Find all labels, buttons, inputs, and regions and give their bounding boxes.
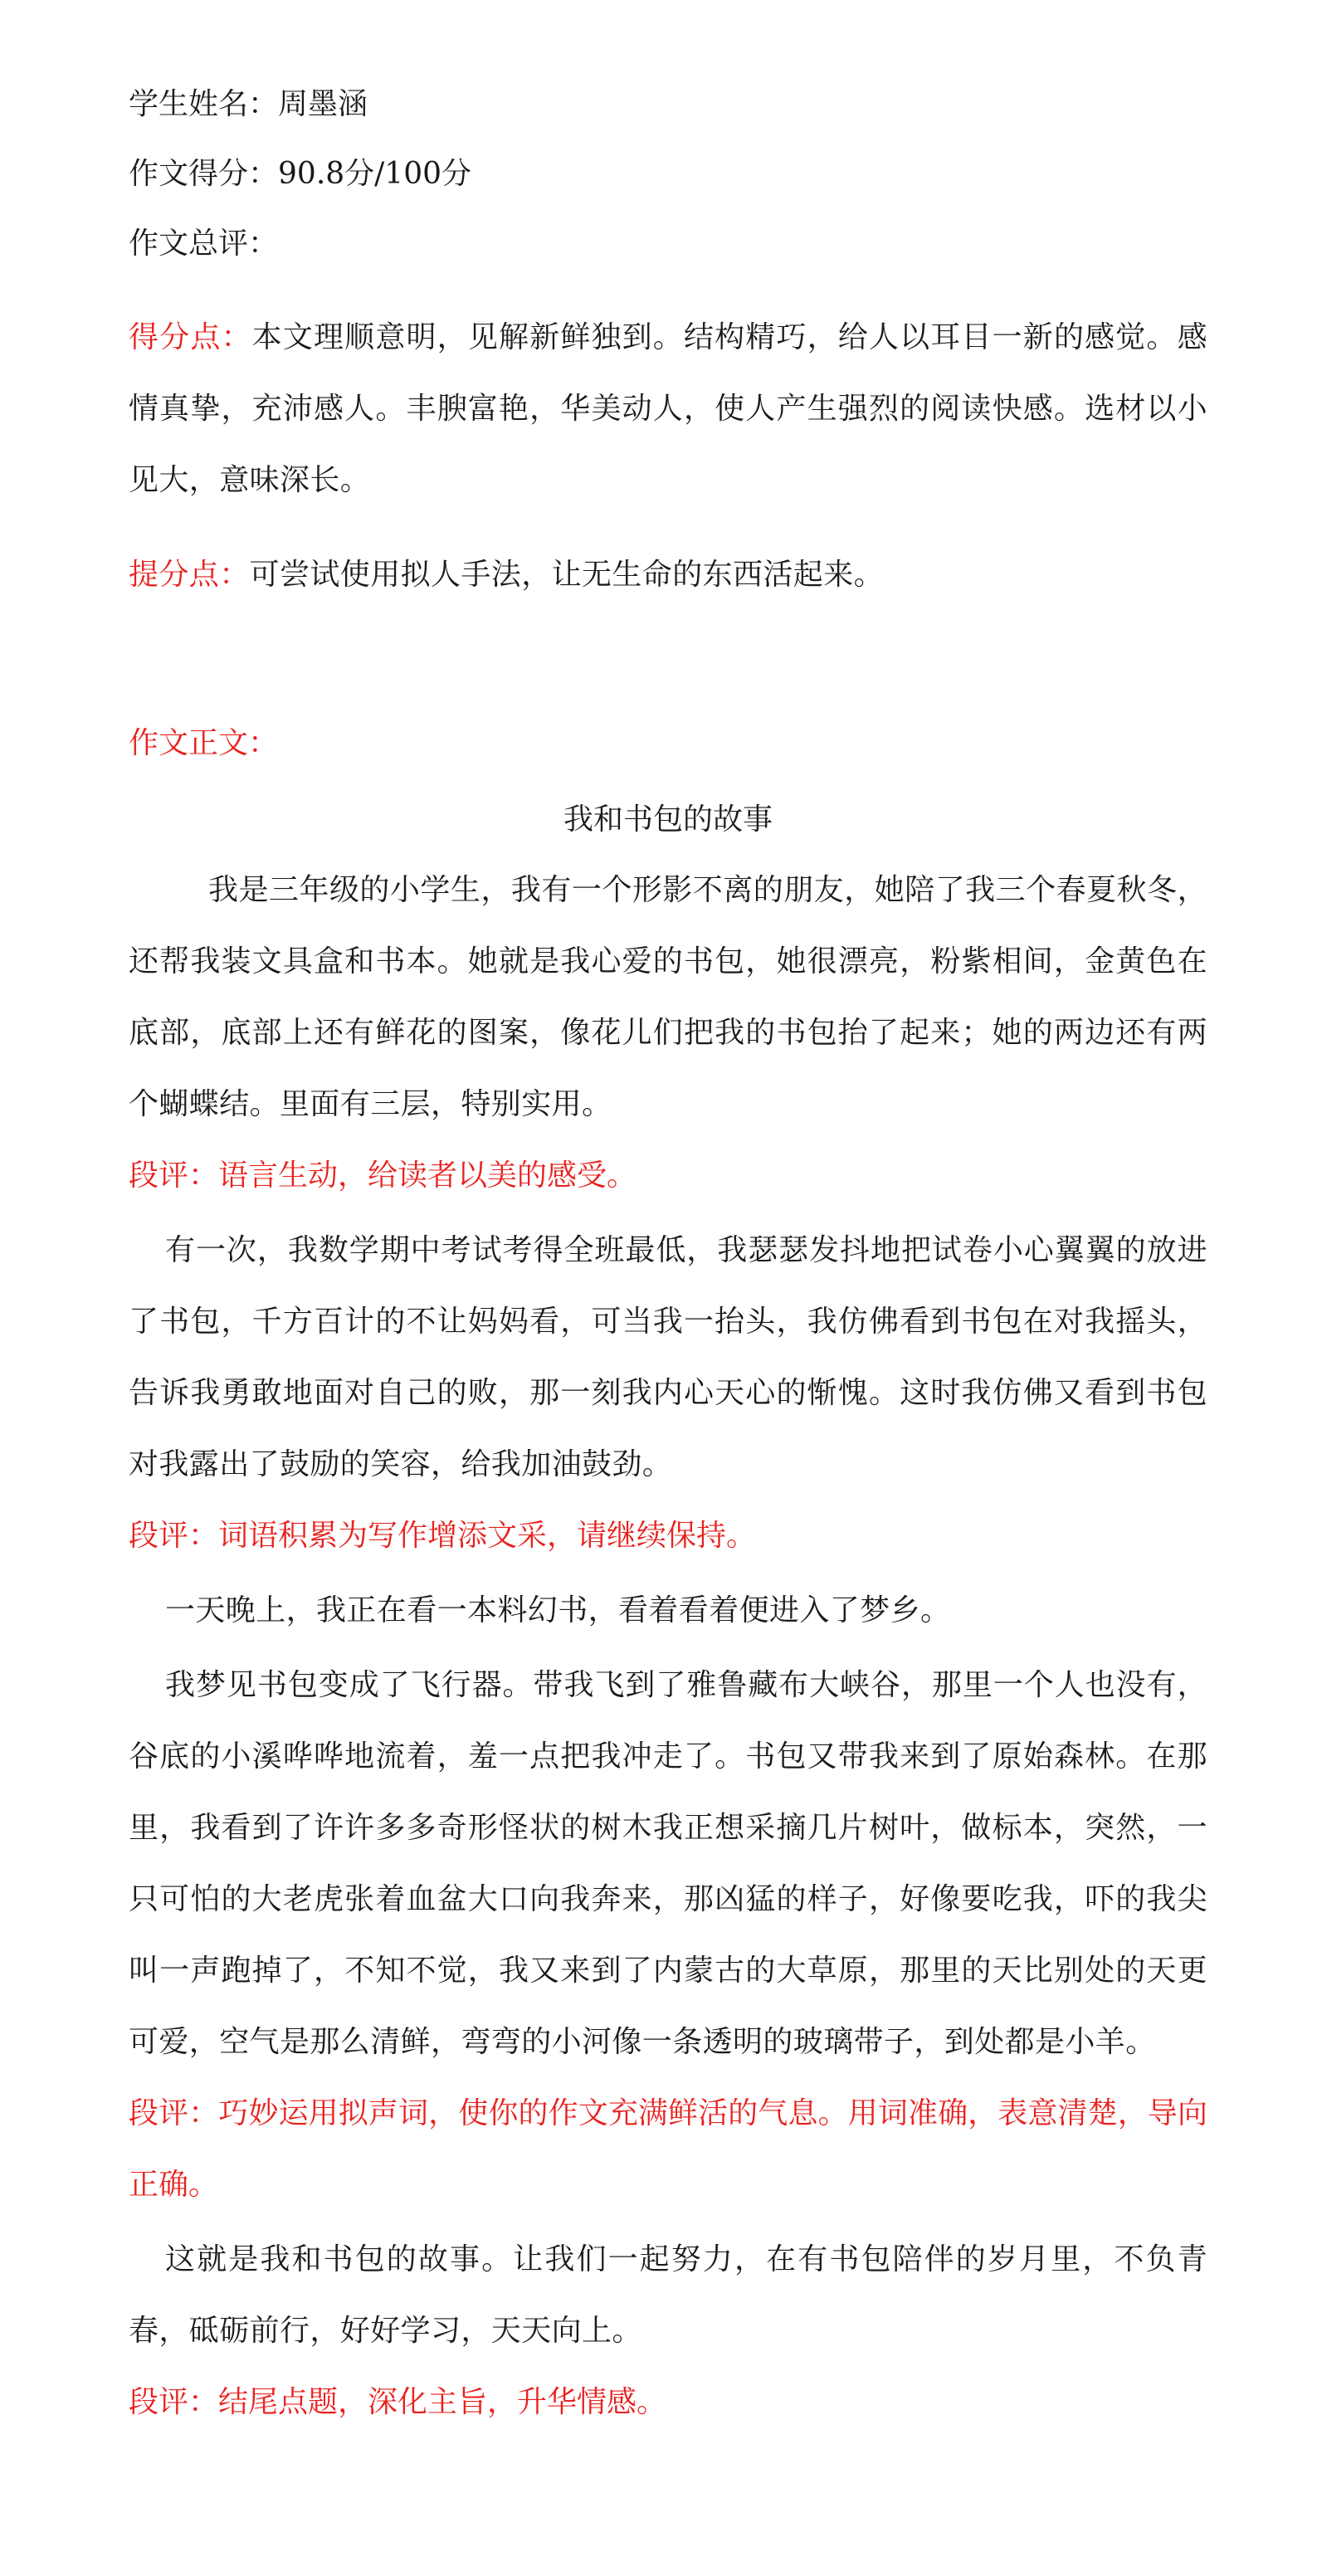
- paragraph-comment: 段评：词语积累为写作增添文采，请继续保持。: [129, 1519, 757, 1553]
- essay-paragraph: 我梦见书包变成了飞行器。带我飞到了雅鲁藏布大峡谷，那里一个人也没有，谷底的小溪哗哗地流着，羞一点把我冲走了。书包又带我来到了原始森林。在那里，我看到了许许多多奇形怪状的树木我正想采摘几片树叶，做标本，突然，一只可怕的大老虎张着血盆大口向我奔来，那凶猛的样子，好像要吃我，吓的我尖叫一声跑掉了，不知不觉，我又来到了内蒙古的大草原，那里的天比别处的天更可爱，空气是那么清鲜，弯弯的小河像一条透明的玻璃带子，到处都是小羊。: [129, 1668, 1207, 2059]
- score-row: [129, 139, 1207, 209]
- review-heading: [129, 209, 1207, 279]
- essay-document: [129, 70, 1207, 2438]
- paragraph-comment: 段评：语言生动，给读者以美的感受。: [129, 1159, 637, 1193]
- essay-label: 作文正文：: [129, 726, 279, 760]
- review-label: 作文总评：: [129, 227, 279, 261]
- essay-paragraph: 这就是我和书包的故事。让我们一起努力，在有书包陪伴的岁月里，不负青春，砥砺前行，好好学习，天天向上。: [129, 2242, 1207, 2348]
- strengths-block: [129, 302, 1207, 516]
- student-name-label: 学生姓名：: [129, 87, 279, 121]
- improve-block: [129, 539, 1207, 611]
- paragraph-comment: 段评：巧妙运用拟声词，使你的作文充满鲜活的气息。用词准确，表意清楚，导向正确。: [129, 2096, 1207, 2202]
- strengths-label: 得分点：: [129, 320, 252, 354]
- improve-label: 提分点：: [129, 558, 250, 592]
- paragraph-comment: 段评：结尾点题，深化主旨，升华情感。: [129, 2385, 667, 2419]
- improve-text: 可尝试使用拟人手法，让无生命的东西活起来。: [249, 558, 885, 592]
- score-value: 90.8分/100分: [278, 157, 472, 191]
- score-label: 作文得分：: [129, 157, 279, 191]
- essay-paragraph: 一天晚上，我正在看一本料幻书，看着看着便进入了梦乡。: [165, 1593, 951, 1627]
- student-name: 周墨涵: [278, 87, 368, 121]
- student-name-row: [129, 70, 1207, 139]
- essay-paragraph: 有一次，我数学期中考试考得全班最低，我瑟瑟发抖地把试卷小心翼翼的放进了书包，千方百计的不让妈妈看，可当我一抬头，我仿佛看到书包在对我摇头，告诉我勇敢地面对自己的败，那一刻我内心天心的惭愧。这时我仿佛又看到书包对我露出了鼓励的笑容，给我加油鼓劲。: [129, 1233, 1207, 1481]
- essay-title: 我和书包的故事: [563, 803, 773, 837]
- strengths-text: 本文理顺意明，见解新鲜独到。结构精巧，给人以耳目一新的感觉。感情真挚，充沛感人。丰腴富艳，华美动人，使人产生强烈的阅读快感。选材以小见大，意味深长。: [129, 320, 1207, 497]
- essay-paragraph: 我是三年级的小学生，我有一个形影不离的朋友，她陪了我三个春夏秋冬，还帮我装文具盒和书本。她就是我心爱的书包，她很漂亮，粉紫相间，金黄色在底部，底部上还有鲜花的图案，像花儿们把我的书包抬了起来；她的两边还有两个蝴蝶结。里面有三层，特别实用。: [129, 873, 1207, 1121]
